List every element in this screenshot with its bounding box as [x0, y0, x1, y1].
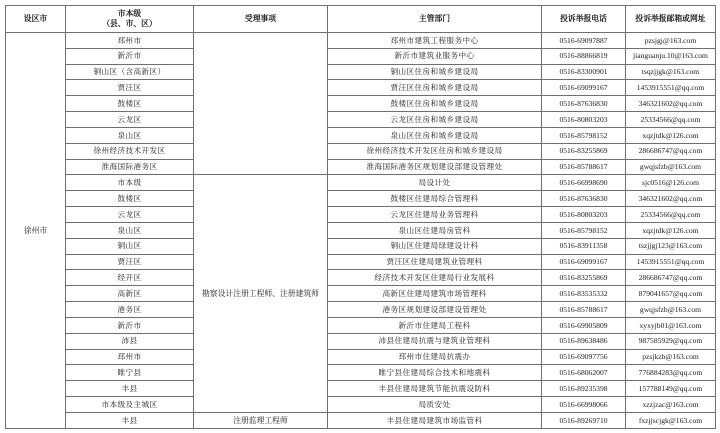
table-row [6, 48, 716, 64]
dept-cell: 邳州市住建局抗震办 [328, 349, 542, 365]
header-email: 投诉举报邮箱或网址 [626, 6, 716, 33]
county-cell: 贾汪区 [66, 80, 194, 96]
email-cell: 776884283@qq.com [626, 365, 716, 381]
county-cell: 丰县 [66, 412, 194, 428]
table-row [6, 112, 716, 128]
phone-cell: 0516-69099167 [542, 254, 626, 270]
phone-cell: 0516-85798152 [542, 222, 626, 238]
county-cell: 鼓楼区 [66, 191, 194, 207]
dept-cell: 邳州市建筑工程服务中心 [328, 33, 542, 49]
county-cell: 新沂市 [66, 317, 194, 333]
email-cell: pzsjkzb@163.com [626, 349, 716, 365]
email-cell: 286686747@qq.com [626, 270, 716, 286]
county-cell: 泉山区 [66, 222, 194, 238]
phone-cell: 0516-83300901 [542, 64, 626, 80]
county-cell: 泉山区 [66, 127, 194, 143]
county-cell: 市本级 [66, 175, 194, 191]
phone-cell: 0516-69099167 [542, 80, 626, 96]
dept-cell: 泉山区住房和城乡建设局 [328, 127, 542, 143]
dept-cell: 丰县住建局建筑市场监管科 [328, 412, 542, 428]
header-item: 受理事项 [194, 6, 328, 33]
dept-cell: 铜山区住建局绿建设计科 [328, 238, 542, 254]
dept-cell: 贾汪区住建局建筑业管理科 [328, 254, 542, 270]
county-cell: 丰县 [66, 381, 194, 397]
phone-cell: 0516-80803203 [542, 112, 626, 128]
table-row [6, 286, 716, 302]
phone-cell: 0516-80803203 [542, 207, 626, 223]
table-row [6, 127, 716, 143]
table-row [6, 222, 716, 238]
table-row [6, 159, 716, 175]
email-cell: 25334566@qq.com [626, 207, 716, 223]
item-cell: 注册监理工程师 [194, 412, 328, 428]
phone-cell: 0516-83911358 [542, 238, 626, 254]
table-row [6, 333, 716, 349]
table-row [6, 270, 716, 286]
county-cell: 港务区 [66, 302, 194, 318]
county-cell: 睢宁县 [66, 365, 194, 381]
phone-cell: 0516-69905809 [542, 317, 626, 333]
county-cell: 淮海国际港务区 [66, 159, 194, 175]
phone-cell: 0516-66998066 [542, 397, 626, 413]
email-cell: xqzjtdk@126.com [626, 127, 716, 143]
header-county [66, 6, 194, 33]
phone-cell: 0516-88866819 [542, 48, 626, 64]
city-cell: 徐州市 [6, 33, 66, 429]
table-row [6, 207, 716, 223]
phone-cell: 0516-85798152 [542, 127, 626, 143]
item-cell: 勘察设计注册工程师、注册建筑师 [194, 175, 328, 412]
dept-cell: 徐州经济技术开发区住房和城乡建设局 [328, 143, 542, 159]
phone-cell: 0516-66998690 [542, 175, 626, 191]
phone-cell: 0516-89638486 [542, 333, 626, 349]
email-cell: gwqjsfzb@163.com [626, 302, 716, 318]
phone-cell: 0516-85788617 [542, 159, 626, 175]
county-cell: 高新区 [66, 286, 194, 302]
county-cell: 铜山区 [66, 238, 194, 254]
email-cell: 987585929@qq.com [626, 333, 716, 349]
phone-cell: 0516-87636830 [542, 96, 626, 112]
email-cell: 25334566@qq.com [626, 112, 716, 128]
email-cell: gwqjsfzb@163.com [626, 159, 716, 175]
email-cell: tszjjgj123@163.com [626, 238, 716, 254]
table-row [6, 317, 716, 333]
dept-cell: 鼓楼区住房和城乡建设局 [328, 96, 542, 112]
county-cell: 徐州经济技术开发区 [66, 143, 194, 159]
phone-cell: 0516-68062007 [542, 365, 626, 381]
table-row [6, 365, 716, 381]
phone-cell: 0516-69097756 [542, 349, 626, 365]
email-cell: 1453915551@qq.com [626, 80, 716, 96]
phone-cell: 0516-83255869 [542, 143, 626, 159]
phone-cell: 0516-85788617 [542, 302, 626, 318]
county-cell: 新沂市 [66, 48, 194, 64]
header-county-line2: （县、市、区） [102, 19, 157, 28]
header-dept: 主管部门 [328, 6, 542, 33]
table-header [6, 6, 716, 33]
email-cell: tsqzjjgk@163.com [626, 64, 716, 80]
county-cell: 沛县 [66, 333, 194, 349]
dept-cell: 睢宁县住建局综合技术和地震科 [328, 365, 542, 381]
phone-cell: 0516-89235398 [542, 381, 626, 397]
header-phone: 投诉举报电话 [542, 6, 626, 33]
dept-cell: 淮海国际港务区规划建设部建设管理处 [328, 159, 542, 175]
dept-cell: 丰县住建局建筑节能抗震设防科 [328, 381, 542, 397]
table-row [6, 381, 716, 397]
dept-cell: 云龙区住建局业务管理科 [328, 207, 542, 223]
dept-cell: 新沂市住建局工程科 [328, 317, 542, 333]
dept-cell: 贾汪区住房和城乡建设局 [328, 80, 542, 96]
dept-cell: 经济技术开发区住建局行业发展科 [328, 270, 542, 286]
county-cell: 邳州市 [66, 33, 194, 49]
table-row [6, 412, 716, 428]
phone-cell: 0516-89269710 [542, 412, 626, 428]
county-cell: 市本级及主城区 [66, 397, 194, 413]
county-cell: 邳州市 [66, 349, 194, 365]
table-row [6, 191, 716, 207]
dept-cell: 鼓楼区住建局综合管理科 [328, 191, 542, 207]
table-row [6, 33, 716, 49]
county-cell: 云龙区 [66, 207, 194, 223]
header-city: 设区市 [6, 6, 66, 33]
dept-cell: 高新区住建局建筑市场管理科 [328, 286, 542, 302]
table-body [6, 33, 716, 429]
email-cell: 346321602@qq.com [626, 191, 716, 207]
table-row [6, 80, 716, 96]
county-cell: 鼓楼区 [66, 96, 194, 112]
table-row [6, 238, 716, 254]
phone-cell: 0516-69097887 [542, 33, 626, 49]
table-row [6, 64, 716, 80]
table-row [6, 302, 716, 318]
email-cell: pzsjgj@163.com [626, 33, 716, 49]
email-cell: xzzjzac@163.com [626, 397, 716, 413]
dept-cell: 局质安处 [328, 397, 542, 413]
dept-cell: 沛县住建局抗震与建筑业管理科 [328, 333, 542, 349]
email-cell: xyxyjb01@163.com [626, 317, 716, 333]
dept-cell: 局设计处 [328, 175, 542, 191]
table-row [6, 143, 716, 159]
email-cell: 879041657@qq.com [626, 286, 716, 302]
table-row [6, 96, 716, 112]
dept-cell: 泉山区住建局房管科 [328, 222, 542, 238]
county-cell: 贾汪区 [66, 254, 194, 270]
dept-cell: 港务区规划建设部建设管理处 [328, 302, 542, 318]
email-cell: fxzjjscjgk@163.com [626, 412, 716, 428]
email-cell: xqzjtdk@126.com [626, 222, 716, 238]
email-cell: 346321602@qq.com [626, 96, 716, 112]
header-county-line1: 市本级 [117, 9, 142, 19]
table-row [6, 349, 716, 365]
county-cell: 经开区 [66, 270, 194, 286]
email-cell: 1453915551@qq.com [626, 254, 716, 270]
email-cell: 157788149@qq.com [626, 381, 716, 397]
dept-cell: 铜山区住房和城乡建设局 [328, 64, 542, 80]
phone-cell: 0516-87636830 [542, 191, 626, 207]
email-cell: sjc0516@126.com [626, 175, 716, 191]
dept-cell: 云龙区住房和城乡建设局 [328, 112, 542, 128]
phone-cell: 0516-83255869 [542, 270, 626, 286]
table-row [6, 254, 716, 270]
dept-cell: 新沂市建筑业服务中心 [328, 48, 542, 64]
item-cell [194, 33, 328, 175]
county-cell: 铜山区（含高新区） [66, 64, 194, 80]
email-cell: 286686747@qq.com [626, 143, 716, 159]
header-row [6, 6, 716, 33]
table-row [6, 175, 716, 191]
phone-cell: 0516-83535332 [542, 286, 626, 302]
complaint-contacts-table [5, 5, 716, 429]
table-row [6, 397, 716, 413]
email-cell: jianguanju.10@163.com [626, 48, 716, 64]
county-cell: 云龙区 [66, 112, 194, 128]
